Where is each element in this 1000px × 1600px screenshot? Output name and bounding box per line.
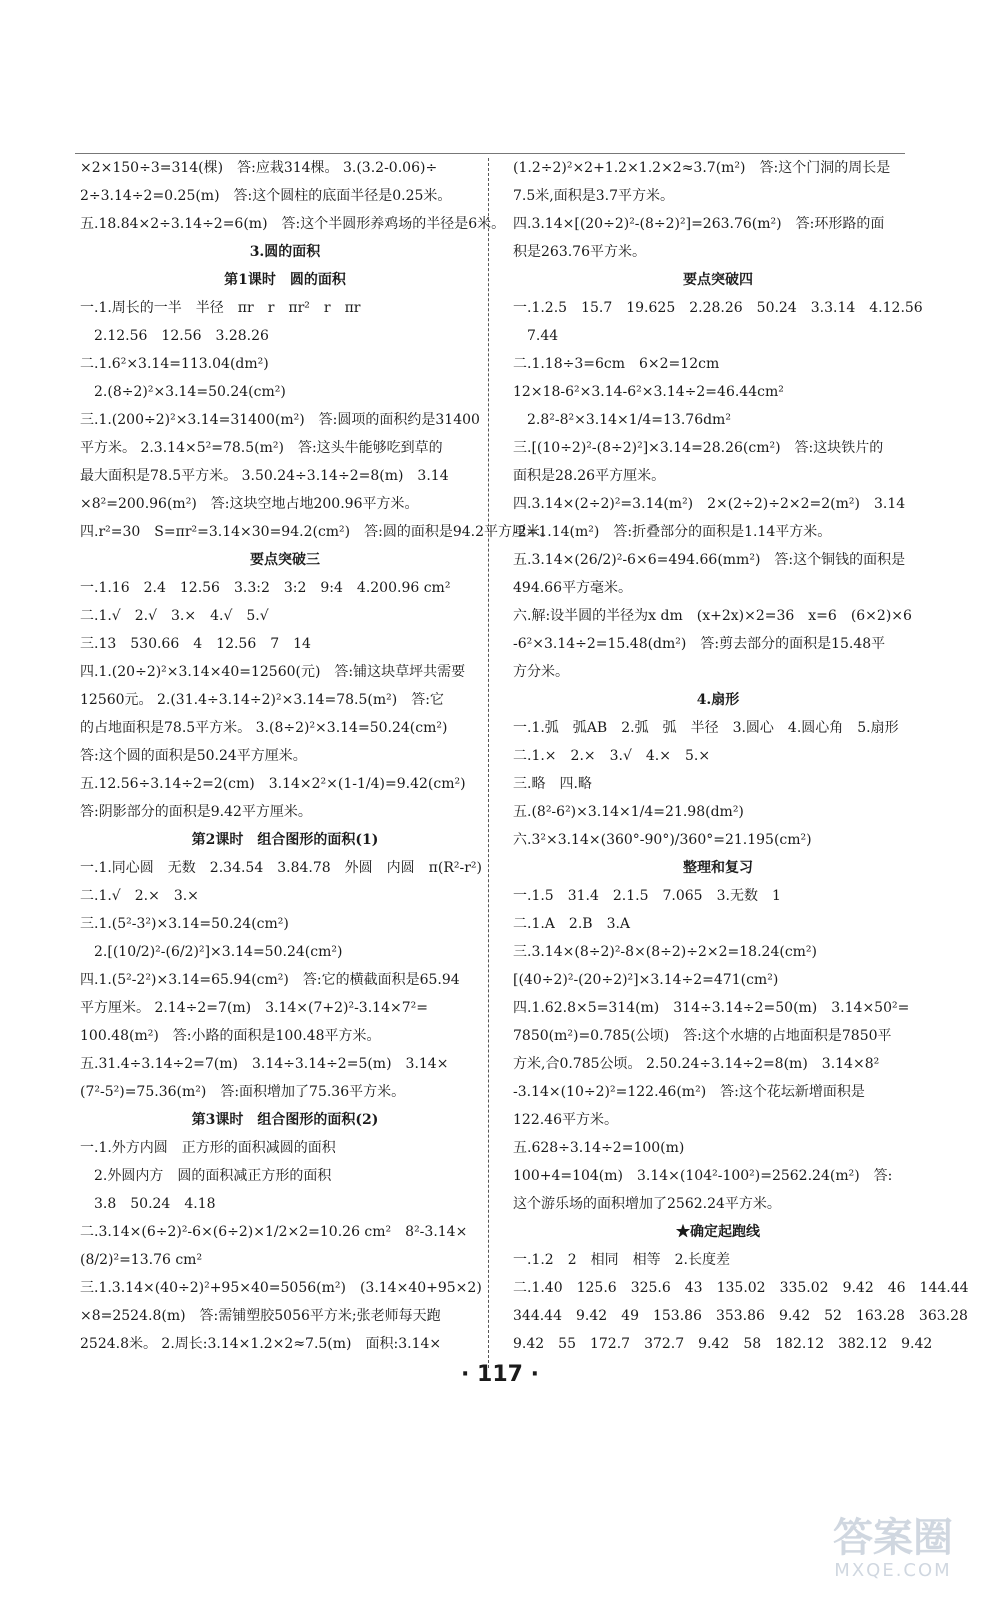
section-heading: 第3课时 组合图形的面积(2) bbox=[191, 1112, 379, 1128]
section-heading: 第2课时 组合图形的面积(1) bbox=[191, 832, 379, 848]
answer-line: 方米,合0.785公顷。 2.50.24÷3.14÷2=8(m) 3.14×8² bbox=[513, 1056, 880, 1072]
answer-line: 三.13 530.66 4 12.56 7 14 bbox=[80, 636, 311, 652]
answer-line: 一.1.周长的一半 半径 πr r πr² r πr bbox=[80, 300, 361, 316]
section-heading: 4.扇形 bbox=[696, 692, 740, 708]
answer-line: 这个游乐场的面积增加了2562.24平方米。 bbox=[513, 1196, 781, 1212]
answer-line: 面积是28.26平方厘米。 bbox=[513, 468, 666, 484]
answer-line: 100+4=104(m) 3.14×(104²-100²)=2562.24(m²) 答: bbox=[513, 1168, 893, 1184]
answer-line: 100.48(m²) 答:小路的面积是100.48平方米。 bbox=[80, 1028, 381, 1044]
answer-line: 最大面积是78.5平方米。 3.50.24÷3.14÷2=8(m) 3.14 bbox=[80, 468, 449, 484]
answer-line: (8/2)²=13.76 cm² bbox=[80, 1252, 203, 1268]
answer-line: -2=1.14(m²) 答:折叠部分的面积是1.14平方米。 bbox=[513, 524, 832, 540]
section-heading: 整理和复习 bbox=[683, 860, 753, 876]
answer-line: 六.解:设半圆的半径为x dm (x+2x)×2=36 x=6 (6×2)×6 bbox=[513, 608, 912, 624]
answer-line: 9.42 55 172.7 372.7 9.42 58 182.12 382.12 9.42 bbox=[513, 1336, 933, 1352]
answer-line: 二.1.6²×3.14=113.04(dm²) bbox=[80, 356, 269, 372]
answer-line: 三.1.3.14×(40÷2)²+95×40=5056(m²) (3.14×40+95×2) bbox=[80, 1280, 482, 1296]
answer-line: 答:阴影部分的面积是9.42平方厘米。 bbox=[80, 804, 312, 820]
answer-line: 三.1.(5²-3²)×3.14=50.24(cm²) bbox=[80, 916, 289, 932]
answer-line: 四.1.(20÷2)²×3.14×40=12560(元) 答:铺这块草坪共需要 bbox=[80, 664, 466, 680]
answer-line: 的占地面积是78.5平方米。 3.(8÷2)²×3.14=50.24(cm²) bbox=[80, 720, 448, 736]
answer-line: ×2×150÷3=314(棵) 答:应栽314棵。 3.(3.2-0.06)÷ bbox=[80, 160, 438, 176]
answer-line: 7.5米,面积是3.7平方米。 bbox=[513, 188, 674, 204]
answer-line: 五.628÷3.14÷2=100(m) bbox=[513, 1140, 685, 1156]
section-heading: 要点突破四 bbox=[683, 272, 753, 288]
watermark-text: 答案圈 bbox=[833, 1515, 953, 1561]
answer-line: 494.66平方毫米。 bbox=[513, 580, 632, 596]
answer-line: 12560元。 2.(31.4÷3.14÷2)²×3.14=78.5(m²) 答:它 bbox=[80, 692, 444, 708]
answer-line: -3.14×(10÷2)²=122.46(m²) 答:这个花坛新增面积是 bbox=[513, 1084, 865, 1100]
section-heading: 3.圆的面积 bbox=[249, 244, 321, 260]
answer-line: 五.3.14×(26/2)²-6×6=494.66(mm²) 答:这个铜钱的面积是 bbox=[513, 552, 906, 568]
answer-line: 答:这个圆的面积是50.24平方厘米。 bbox=[80, 748, 307, 764]
answer-line: 四.1.62.8×5=314(m) 314÷3.14÷2=50(m) 3.14×50²= bbox=[513, 1000, 910, 1016]
answer-line: -6²×3.14÷2=15.48(dm²) 答:剪去部分的面积是15.48平 bbox=[513, 636, 886, 652]
answer-line: 四.r²=30 S=πr²=3.14×30=94.2(cm²) 答:圆的面积是94.2平方厘米。 bbox=[80, 524, 555, 540]
answer-line: 一.1.弧 弧AB 2.弧 弧 半径 3.圆心 4.圆心角 5.扇形 bbox=[513, 720, 899, 736]
answer-line: 五.18.84×2÷3.14÷2=6(m) 答:这个半圆形养鸡场的半径是6米。 bbox=[80, 216, 506, 232]
answer-line: 二.1.40 125.6 325.6 43 135.02 335.02 9.42 46 144.44 bbox=[513, 1280, 969, 1296]
answer-line: 平方米。 2.3.14×5²=78.5(m²) 答:这头牛能够吃到草的 bbox=[80, 440, 443, 456]
answer-line: 一.1.同心圆 无数 2.34.54 3.84.78 外圆 内圆 π(R²-r²) bbox=[80, 860, 482, 876]
answer-line: 方分米。 bbox=[513, 664, 569, 680]
answer-line: 三.略 四.略 bbox=[513, 776, 592, 792]
answer-line: 三.1.(200÷2)²×3.14=31400(m²) 答:圆项的面积约是31400 bbox=[80, 412, 480, 428]
section-heading: ★确定起跑线 bbox=[676, 1224, 760, 1240]
answer-line: 四.3.14×(2÷2)²=3.14(m²) 2×(2÷2)÷2×2=2(m²) 3.14 bbox=[513, 496, 906, 512]
answer-line: 二.1.× 2.× 3.√ 4.× 5.× bbox=[513, 748, 711, 764]
answer-line: 五.12.56÷3.14÷2=2(cm) 3.14×2²×(1-1/4)=9.42(cm²) bbox=[80, 776, 466, 792]
answer-line: 344.44 9.42 49 153.86 353.86 9.42 52 163.28 363.28 bbox=[513, 1308, 968, 1324]
answer-line: 3.8 50.24 4.18 bbox=[80, 1196, 216, 1212]
answer-line: 一.1.5 31.4 2.1.5 7.065 3.无数 1 bbox=[513, 888, 781, 904]
answer-line: 四.3.14×[(20÷2)²-(8÷2)²]=263.76(m²) 答:环形路的面 bbox=[513, 216, 885, 232]
answer-line: ×8=2524.8(m) 答:需铺塑胶5056平方米;张老师每天跑 bbox=[80, 1308, 441, 1324]
answer-line: 积是263.76平方米。 bbox=[513, 244, 646, 260]
page-number: · 117 · bbox=[461, 1362, 539, 1387]
answer-line: 二.1.A 2.B 3.A bbox=[513, 916, 631, 932]
answer-line: 122.46平方米。 bbox=[513, 1112, 618, 1128]
answer-line: 7.44 bbox=[513, 328, 559, 344]
answer-line: 三.3.14×(8÷2)²-8×(8÷2)÷2×2=18.24(cm²) bbox=[513, 944, 818, 960]
watermark-url: MXQE.COM bbox=[834, 1560, 952, 1581]
answer-line: 五.31.4÷3.14÷2=7(m) 3.14÷3.14÷2=5(m) 3.14× bbox=[80, 1056, 449, 1072]
answer-line: 二.1.18÷3=6cm 6×2=12cm bbox=[513, 356, 720, 372]
answer-line: 7850(m²)=0.785(公顷) 答:这个水塘的占地面积是7850平 bbox=[513, 1028, 892, 1044]
answer-line: 2÷3.14÷2=0.25(m) 答:这个圆柱的底面半径是0.25米。 bbox=[80, 188, 452, 204]
answer-line: 2.(8÷2)²×3.14=50.24(cm²) bbox=[80, 384, 286, 400]
answer-line: 三.[(10÷2)²-(8÷2)²]×3.14=28.26(cm²) 答:这块铁片的 bbox=[513, 440, 884, 456]
answer-line: 2.8²-8²×3.14×1/4=13.76dm² bbox=[513, 412, 731, 428]
answer-line: 二.3.14×(6÷2)²-6×(6÷2)×1/2×2=10.26 cm² 8²-3.14× bbox=[80, 1224, 468, 1240]
watermark-logo bbox=[798, 1516, 988, 1586]
answer-line: 一.1.16 2.4 12.56 3.3:2 3:2 9:4 4.200.96 cm² bbox=[80, 580, 451, 596]
answer-line: 四.1.(5²-2²)×3.14=65.94(cm²) 答:它的横截面积是65.94 bbox=[80, 972, 460, 988]
answer-line: 二.1.√ 2.√ 3.× 4.√ 5.√ bbox=[80, 608, 269, 624]
answer-line: 二.1.√ 2.× 3.× bbox=[80, 888, 199, 904]
answer-line: 2.[(10/2)²-(6/2)²]×3.14=50.24(cm²) bbox=[80, 944, 343, 960]
section-heading: 第1课时 圆的面积 bbox=[224, 272, 346, 288]
answer-line: 12×18-6²×3.14-6²×3.14÷2=46.44cm² bbox=[513, 384, 784, 400]
answer-line: 2524.8米。 2.周长:3.14×1.2×2≈7.5(m) 面积:3.14× bbox=[80, 1336, 442, 1352]
answer-line: ×8²=200.96(m²) 答:这块空地占地200.96平方米。 bbox=[80, 496, 419, 512]
answer-line: 2.外圆内方 圆的面积减正方形的面积 bbox=[80, 1168, 332, 1184]
answer-line: 一.1.外方内圆 正方形的面积减圆的面积 bbox=[80, 1140, 336, 1156]
answer-line: 五.(8²-6²)×3.14×1/4=21.98(dm²) bbox=[513, 804, 744, 820]
answer-line: (7²-5²)=75.36(m²) 答:面积增加了75.36平方米。 bbox=[80, 1084, 406, 1100]
answer-line: 一.1.2 2 相同 相等 2.长度差 bbox=[513, 1252, 730, 1268]
answer-line: 2.12.56 12.56 3.28.26 bbox=[80, 328, 269, 344]
section-heading: 要点突破三 bbox=[250, 552, 320, 568]
right-column bbox=[513, 160, 969, 1364]
answer-line: 六.3²×3.14×(360°-90°)/360°=21.195(cm²) bbox=[513, 832, 812, 848]
answer-line: [(40÷2)²-(20÷2)²]×3.14÷2=471(cm²) bbox=[513, 972, 779, 988]
answer-line: 平方厘米。 2.14÷2=7(m) 3.14×(7+2)²-3.14×7²= bbox=[80, 1000, 428, 1016]
answer-line: (1.2÷2)²×2+1.2×1.2×2≈3.7(m²) 答:这个门洞的周长是 bbox=[513, 160, 891, 176]
answer-line: 一.1.2.5 15.7 19.625 2.28.26 50.24 3.3.14 4.12.56 bbox=[513, 300, 923, 316]
header-rule bbox=[75, 153, 905, 154]
